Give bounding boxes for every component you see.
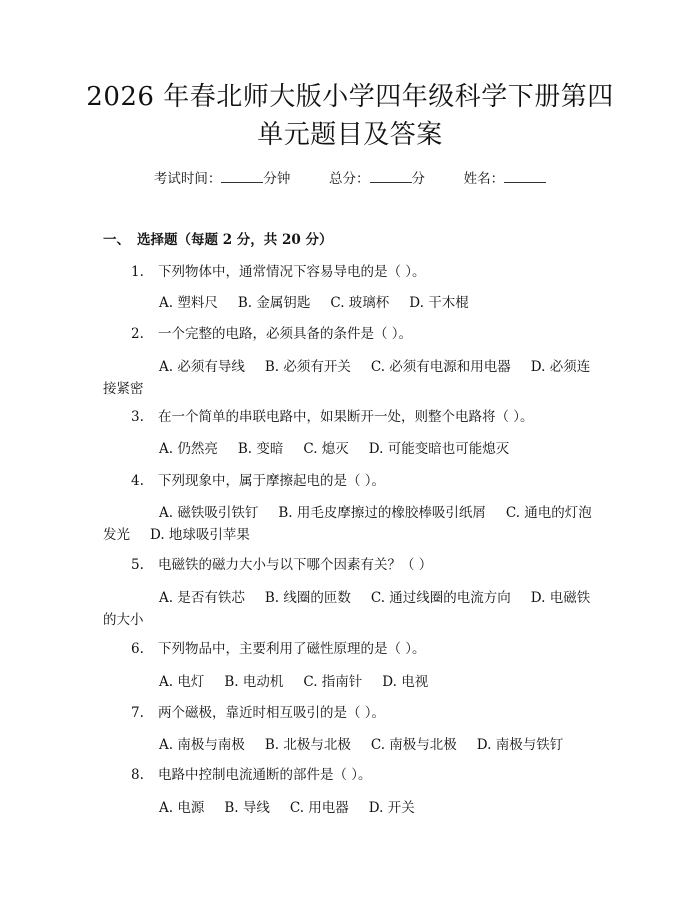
exam-info-line: [0, 170, 700, 188]
option-c: C. 熄灭: [303, 441, 349, 457]
option-b: B. 变暗: [237, 441, 284, 457]
option-b: B. 线圈的匝数: [264, 590, 351, 606]
question-5: [131, 556, 432, 574]
option-a: A. 必须有导线: [159, 359, 245, 375]
option-c: C. 玻璃杯: [330, 295, 390, 311]
option-d: D. 必须连接紧密: [103, 359, 591, 397]
option-d: D. 开关: [368, 800, 415, 816]
option-d: D. 地球吸引苹果: [150, 527, 250, 543]
option-a: A. 磁铁吸引铁钉: [159, 505, 259, 521]
question-number: 8.: [131, 767, 144, 783]
option-a: A. 仍然亮: [159, 441, 218, 457]
option-d: D. 干木棍: [409, 295, 469, 311]
question-3-options: [103, 438, 600, 460]
option-a: A. 电源: [159, 800, 205, 816]
time-blank: [221, 170, 263, 183]
option-c: C. 必须有电源和用电器: [370, 359, 511, 375]
option-d: D. 南极与铁钉: [476, 737, 564, 753]
option-c: C. 通电的灯泡发光: [103, 505, 592, 543]
question-number: 3.: [131, 409, 144, 425]
question-number: 7.: [131, 705, 144, 721]
question-2-options: [103, 356, 600, 400]
question-8-options: [103, 797, 600, 819]
question-1: [131, 263, 426, 281]
question-8: [131, 766, 372, 784]
option-a: A. 塑料尺: [159, 295, 218, 311]
question-4-options: [103, 502, 600, 546]
question-number: 5.: [131, 557, 144, 573]
question-stem: 在一个简单的串联电路中，如果断开一处，则整个电路将（ ）。: [158, 409, 534, 425]
question-6: [131, 640, 426, 658]
option-c: C. 通过线圈的电流方向: [370, 590, 511, 606]
question-stem: 一个完整的电路，必须具备的条件是（ ）。: [158, 326, 413, 342]
title-line-1: 2026 年春北师大版小学四年级科学下册第四: [86, 82, 614, 112]
question-6-options: [103, 671, 600, 693]
option-b: B. 北极与北极: [264, 737, 351, 753]
time-label: 考试时间：: [153, 171, 222, 187]
question-number: 4.: [131, 473, 144, 489]
option-d: D. 电磁铁的大小: [103, 590, 591, 628]
question-number: 6.: [131, 641, 144, 657]
question-stem: 下列物体中，通常情况下容易导电的是（ ）。: [158, 264, 426, 280]
option-b: B. 导线: [224, 800, 270, 816]
question-5-options: [103, 587, 600, 631]
question-2: [131, 325, 412, 343]
question-stem: 电磁铁的磁力大小与以下哪个因素有关？（ ）: [158, 557, 433, 573]
question-7: [131, 704, 385, 722]
question-stem: 下列现象中，属于摩擦起电的是（ ）。: [158, 473, 386, 489]
title-line-2: 单元题目及答案: [257, 120, 443, 150]
question-stem: 电路中控制电流通断的部件是（ ）。: [158, 767, 372, 783]
option-b: B. 金属钥匙: [237, 295, 311, 311]
time-unit: 分钟: [263, 171, 291, 187]
section-number: 一、: [103, 232, 130, 248]
question-3: [131, 408, 534, 426]
score-unit: 分: [411, 171, 425, 187]
option-a: A. 南极与南极: [159, 737, 245, 753]
option-c: C. 用电器: [289, 800, 349, 816]
option-c: C. 南极与北极: [370, 737, 457, 753]
question-stem: 两个磁极，靠近时相互吸引的是（ ）。: [158, 705, 386, 721]
option-c: C. 指南针: [303, 674, 363, 690]
option-d: D. 电视: [382, 674, 429, 690]
question-4: [131, 472, 385, 490]
page-title: [60, 78, 640, 154]
name-blank: [504, 170, 546, 183]
name-label: 姓名：: [463, 171, 505, 187]
question-7-options: [103, 734, 600, 756]
option-a: A. 电灯: [159, 674, 205, 690]
section-heading: [103, 231, 332, 249]
option-b: B. 必须有开关: [264, 359, 351, 375]
section-title: 选择题（每题 2 分，共 20 分）: [137, 232, 333, 248]
option-b: B. 用毛皮摩擦过的橡胶棒吸引纸屑: [278, 505, 486, 521]
question-number: 2.: [131, 326, 144, 342]
score-blank: [370, 170, 412, 183]
option-d: D. 可能变暗也可能熄灭: [368, 441, 510, 457]
score-label: 总分：: [329, 171, 370, 187]
option-b: B. 电动机: [224, 674, 284, 690]
question-number: 1.: [131, 264, 144, 280]
option-a: A. 是否有铁芯: [159, 590, 245, 606]
question-stem: 下列物品中，主要利用了磁性原理的是（ ）。: [158, 641, 426, 657]
question-1-options: [103, 292, 600, 314]
